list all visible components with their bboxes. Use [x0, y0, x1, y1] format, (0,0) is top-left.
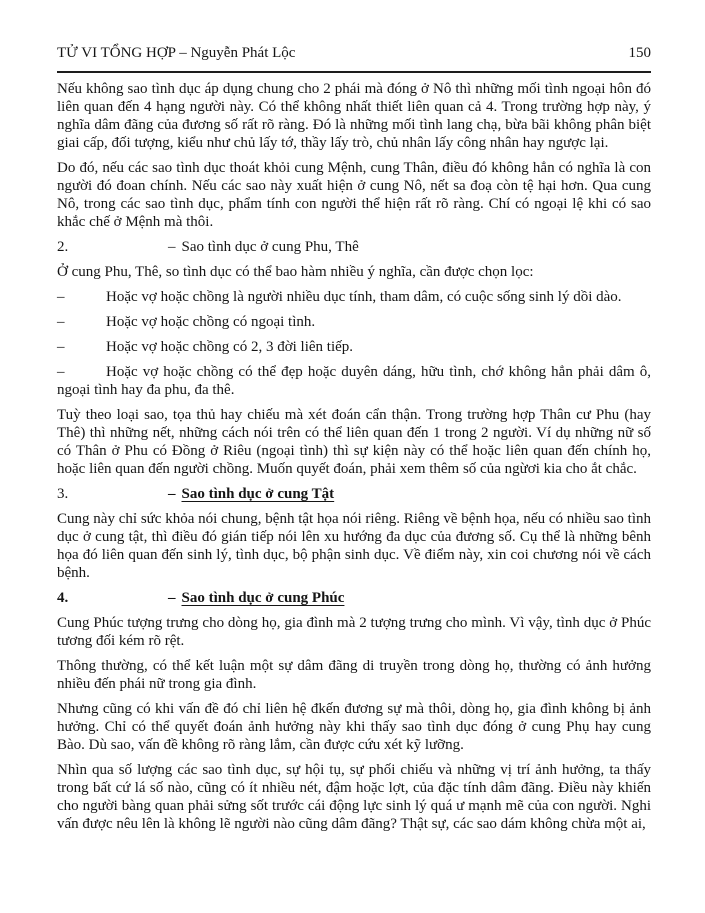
bullet-dash: –: [57, 364, 65, 380]
section-dash: –: [168, 486, 176, 502]
section-dash: –: [168, 590, 176, 606]
section-number: 2.: [57, 239, 69, 255]
paragraph-6: Cung Phúc tượng trưng cho dòng họ, gia đình mà 2 tượng trưng cho mình. Vì vậy, tình dục ở Phúc tương đối kém rõ rệt.: [57, 615, 651, 649]
section-title: Sao tình dục ở cung Phu, Thê: [181, 239, 359, 255]
paragraph-1: Nếu không sao tình dục áp dụng chung cho 2 phái mà đóng ở Nô thì những mối tình ngoại hôn đó liên quan đến 4 hạng người này. Có thể không nhất thiết liên quan cả 4. Trong trường hợp này, ý nghĩa dâm đãng của đương số rất rõ ràng. Đó là những mối tình lang chạ, bừa bãi không phân biệt giai cấp, đối tượng, kiểu như chủ lấy tớ, thầy lấy trò, chủ nhân lấy công nhân hay ngược lại.: [57, 81, 651, 151]
section-title: Sao tình dục ở cung Phúc: [181, 590, 345, 606]
section-heading-tat: [57, 485, 651, 503]
section-title: Sao tình dục ở cung Tật: [181, 486, 335, 502]
bullet-text: Hoặc vợ hoặc chồng có thể đẹp hoặc duyên dáng, hữu tình, chớ không hẳn phải dâm ô, ngoại tình hay đa phu, đa thê.: [57, 364, 651, 398]
paragraph-3: Ở cung Phu, Thê, so tình dục có thể bao hàm nhiều ý nghĩa, cần được chọn lọc:: [57, 264, 534, 280]
page-number: 150: [628, 45, 651, 61]
section-number: 4.: [57, 590, 69, 606]
section-heading-phuc: [57, 589, 651, 607]
paragraph-4: Tuỳ theo loại sao, tọa thủ hay chiếu mà xét đoán cẩn thận. Trong trường hợp Thân cư Phu (hay Thê) thì những nết, những cách nói trên có thể liên quan đến 1 trong 2 người. Ví dụ những nữ số có Thân ở Phu có Đồng ở Riêu (ngoại tình) thì sự kiện này có thể hoặc liên quan đến chính họ, hoặc liên quan đến người chồng. Muốn quyết đoán, phải xem thêm số của ngừơi kia cho ắt chắc.: [57, 407, 651, 477]
bullet-dash: –: [57, 289, 65, 305]
list-item-1: [57, 288, 651, 306]
paragraph-8: Nhưng cũng có khi vấn đề đó chỉ liên hệ đkến đương sự mà thôi, dòng họ, gia đình không bị ảnh hưởng. Chỉ có thể quyết đoán ảnh hưởng này khi thấy sao tình dục đóng ở cung Phụ hay cung Bào. Dù sao, vấn đề không rõ ràng lắm, cần được cứu xét kỹ lưỡng.: [57, 701, 651, 753]
bullet-dash: –: [57, 314, 65, 330]
bullet-text: Hoặc vợ hoặc chồng có ngoại tình.: [106, 314, 316, 330]
header-rule: [57, 71, 651, 73]
paragraph-2: Do đó, nếu các sao tình dục thoát khỏi cung Mệnh, cung Thân, điều đó không hẳn có nghĩa là con người đó đoan chính. Nếu các sao này xuất hiện ở cung Nô, nết sa đoạ còn tệ hại hơn. Qua cung Nô, trong các sao tình dục, phẩm tính con người thể hiện rất rõ ràng. Chí có ngoại lệ khi có sao khắc chế ở Mệnh mà thôi.: [57, 160, 651, 230]
paragraph-5: Cung này chỉ sức khỏa nói chung, bệnh tật họa nói riêng. Riêng về bệnh họa, nếu có nhiều sao tình dục ở cung tật, thì điều đó gián tiếp nói lên xu hướng đa dục của đương số. Cụ thể là những bênh họa đó liên quan đến sinh lý, tình dục, bộ phận sinh dục. Về điểm này, xin coi chương nói về cách bệnh.: [57, 511, 651, 581]
section-dash: –: [168, 239, 176, 255]
page-header: [57, 44, 651, 62]
section-number: 3.: [57, 486, 69, 502]
bullet-text: Hoặc vợ hoặc chồng là người nhiều dục tính, tham dâm, có cuộc sống sinh lý dồi dào.: [106, 289, 622, 305]
list-item-2: [57, 313, 651, 331]
page-body: [57, 80, 651, 833]
book-title: TỬ VI TỔNG HỢP – Nguyễn Phát Lộc: [57, 45, 296, 61]
list-item-3: [57, 338, 651, 356]
paragraph-7: Thông thường, có thể kết luận một sự dâm đãng di truyền trong dòng họ, thường có ảnh hưởng nhiều đến phái nữ trong gia đình.: [57, 658, 651, 692]
paragraph-9: Nhìn qua số lượng các sao tình dục, sự hội tụ, sự phối chiếu và những vị trí ảnh hưởng, ta thấy trong bất cứ lá số nào, cũng có ít nhiều nét, đậm hoặc lợt, của đặc tính dâm đãng. Điều này khiến cho người bàng quan phải sửng sốt trước cái động lực sinh lý quá ư mạnh mẽ của con người. Nghi vấn được nêu lên là không lẽ người nào cũng dâm đãng? Thật sự, các sao dám không chừa một ai,: [57, 762, 651, 832]
section-heading-phu-the: [57, 238, 651, 256]
bullet-text: Hoặc vợ hoặc chồng có 2, 3 đời liên tiếp.: [106, 339, 354, 355]
list-item-4: [57, 363, 651, 399]
bullet-dash: –: [57, 339, 65, 355]
